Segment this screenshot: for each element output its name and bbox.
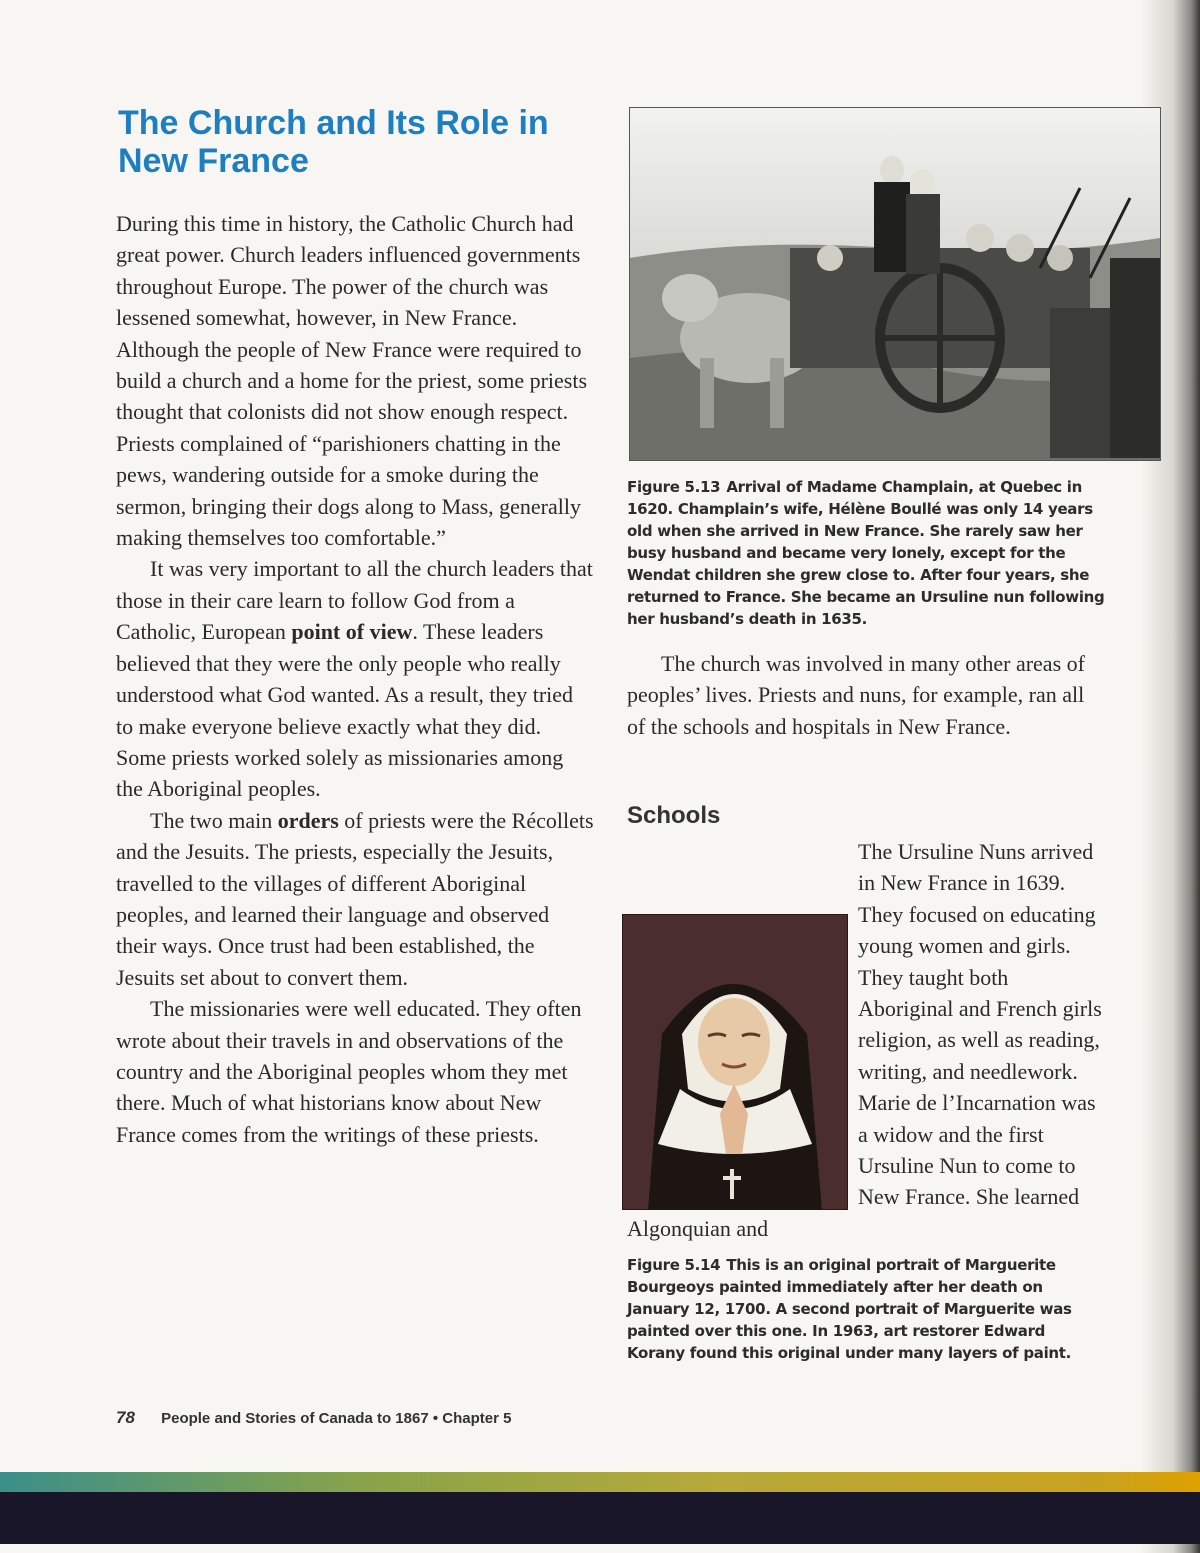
figure-label: Figure 5.13 (627, 478, 721, 496)
figure-portrait-marguerite (622, 914, 848, 1210)
figure-label: Figure 5.14 (627, 1256, 721, 1274)
paragraph: The church was involved in many other areas of peoples’ lives. Priests and nuns, for example, ran all of the schools and hospitals in New France. (627, 651, 1085, 739)
paragraph: The missionaries were well educated. They often wrote about their travels in and observations of the country and the Aboriginal peoples whom they met there. Much of what historians know about New France comes from the writings of these priests. (116, 996, 582, 1147)
portrait-float (622, 914, 848, 1210)
right-column (627, 648, 1107, 742)
paragraph: The two main orders of priests were the Récollets and the Jesuits. The priests, especially the Jesuits, travelled to the villages of different Aboriginal peoples, and learned their language and observed their ways. Once trust had been established, the Jesuits set about to convert them. (116, 807, 594, 990)
page-title: The Church and Its Role in New France (118, 104, 549, 180)
figure-caption-5-13 (627, 476, 1107, 630)
caption-text: This is an original portrait of Marguerite Bourgeoys painted immediately after her death on January 12, 1700. A second portrait of Marguerite was painted over this one. In 1963, art restorer Edward Korany found this original under many layers of paint. (627, 1256, 1072, 1362)
page-number: 78 (116, 1408, 135, 1427)
page-footer (116, 1408, 511, 1428)
book-title: People and Stories of Canada to 1867 • Chapter 5 (161, 1410, 512, 1427)
section-heading-schools: Schools (627, 802, 721, 829)
figure-caption-5-14 (627, 1254, 1102, 1364)
key-term-point-of-view: point of view (291, 619, 413, 645)
figure-photo-arrival (629, 107, 1161, 461)
paragraph: During this time in history, the Catholic Church had great power. Church leaders influenced governments throughout Europe. The power of the church was lessened somewhat, however, in New France. Although the people of New France were required to build a church and a home for the priest, some priests thought that colonists did not show enough respect. Priests complained of “parishioners chatting in the pews, wandering outside for a smoke during the sermon, bringing their dogs along to Mass, generally making themselves too comfortable.” (116, 211, 588, 551)
paragraph: It was very important to all the church leaders that those in their care learn to follow God from a Catholic, European point of view. These leaders believed that they were the only people who really understood what God wanted. As a result, they tried to make everyone believe exactly what they did. Some priests worked solely as missionaries among the Aboriginal peoples. (116, 556, 593, 802)
decorative-color-band (0, 1472, 1200, 1492)
caption-text: Arrival of Madame Champlain, at Quebec in 1620. Champlain’s wife, Hélène Boullé was only 14 years old when she arrived in New France. She rarely saw her busy husband and became very lonely, except for the Wendat children she grew close to. After four years, she returned to France. She became an Ursuline nun following her husband’s death in 1635. (627, 478, 1105, 628)
left-column (116, 208, 594, 1150)
decorative-bottom-bar (0, 1492, 1200, 1544)
schools-paragraph: The Ursuline Nuns arrived in New France in 1639. They focused on educating young women and girls. They taught both Aboriginal and French girls religion, as well as reading, writing, and needlework. Marie de l’Incarnation was a widow and the first Ursuline Nun to come to New France. She learned Algonquian and (627, 836, 1102, 1244)
key-term-orders: orders (277, 807, 339, 833)
